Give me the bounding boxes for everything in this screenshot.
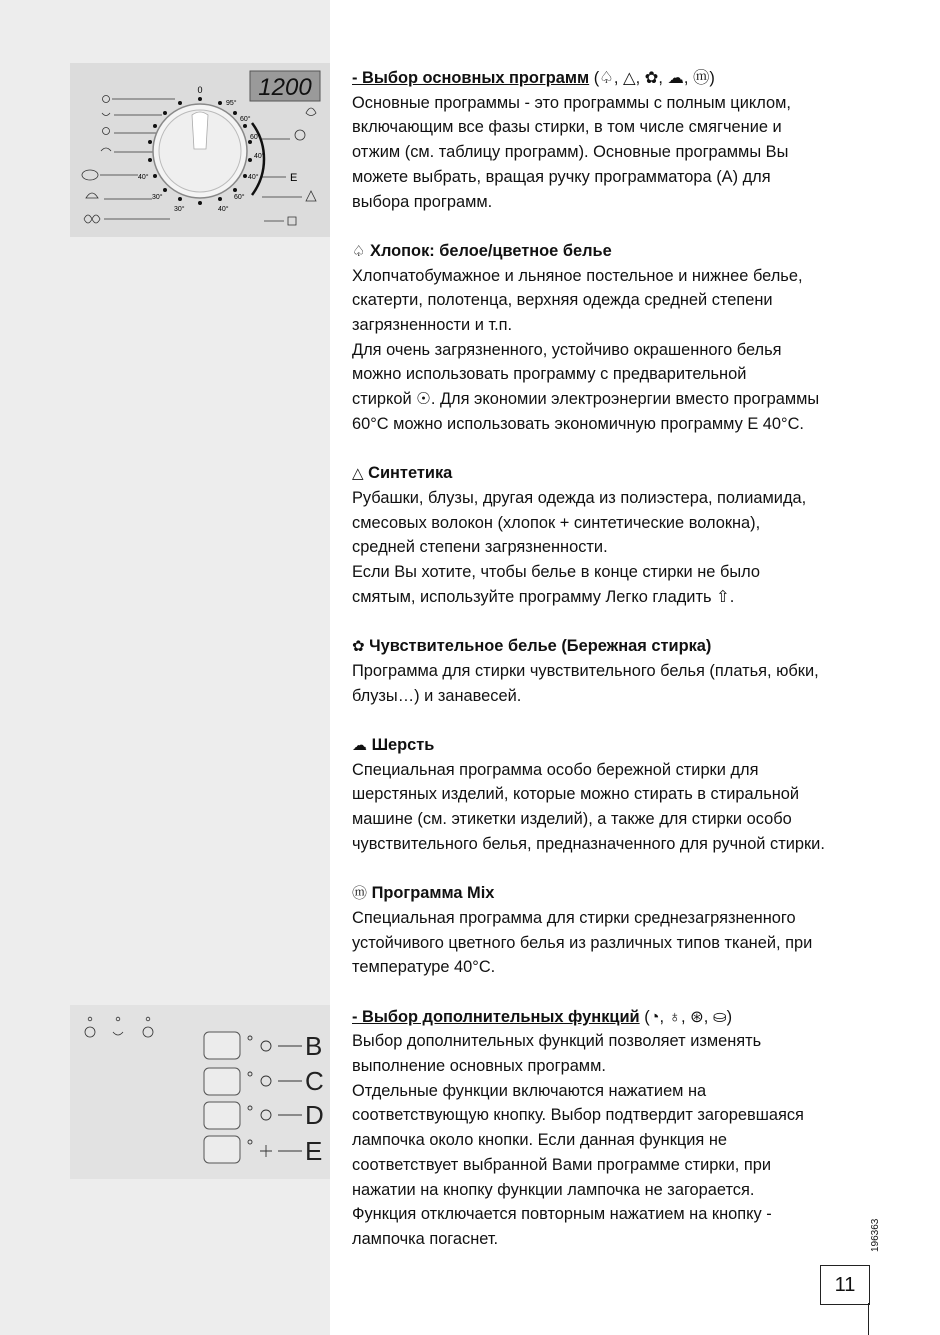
option-letter-b: B xyxy=(305,1031,323,1061)
temp-label: 40° xyxy=(254,153,265,160)
paragraph-line: можете выбрать, вращая ручку программатора (А) для xyxy=(352,167,771,186)
options-panel-illustration xyxy=(70,1005,330,1179)
paragraph-line: Хлопчатобумажное и льняное постельное и нижнее белье, xyxy=(352,266,803,285)
paragraph-line: лампочка около кнопки. Если данная функция не xyxy=(352,1131,728,1150)
section-main-programs xyxy=(352,66,877,214)
wool-icon: ☁ xyxy=(352,735,367,754)
option-letter-c: C xyxy=(305,1066,324,1096)
paragraph-line: 60°С можно использовать экономичную программу Е 40°С. xyxy=(352,414,804,433)
temp-label: 30° xyxy=(152,194,163,201)
display-readout: 1200 xyxy=(258,74,312,101)
option-buttons-drawing xyxy=(70,1005,330,1179)
temp-label: 40° xyxy=(138,174,149,181)
cotton-icon: ♤ xyxy=(352,241,366,260)
option-letter-d: D xyxy=(305,1100,324,1130)
paragraph-line: соответствующую кнопку. Выбор подтвердит загоревшаяся xyxy=(352,1106,804,1125)
paragraph-line: Основные программы - это программы с полным циклом, xyxy=(352,93,791,112)
document-number: 196363 xyxy=(870,1218,881,1252)
paragraph-line: Отдельные функции включаются нажатием на xyxy=(352,1081,707,1100)
paragraph-line: блузы…) и занавесей. xyxy=(352,686,522,705)
paragraph-line: смесовых волокон (хлопок + синтетические волокна), xyxy=(352,513,761,532)
section-synthetics xyxy=(352,461,877,609)
paragraph-line: Функция отключается повторным нажатием на кнопку - xyxy=(352,1205,772,1224)
dial-zero: 0 xyxy=(197,85,203,95)
programmer-panel-illustration xyxy=(70,63,330,237)
paragraph-line: чувствительного белья, предназначенного для ручной стирки. xyxy=(352,834,825,853)
temp-label: 60° xyxy=(240,116,251,123)
paragraph-line: Рубашки, блузы, другая одежда из полиэстера, полиамида, xyxy=(352,488,807,507)
page-number-rule xyxy=(868,1303,869,1335)
section-cotton xyxy=(352,239,877,437)
section-mix xyxy=(352,881,877,980)
page-number: 11 xyxy=(820,1265,870,1305)
temp-label: 30° xyxy=(174,206,185,213)
section-heading: Синтетика xyxy=(368,464,453,483)
paragraph-line: шерстяных изделий, которые можно стирать в стиральной xyxy=(352,785,800,804)
synthetics-icon: △ xyxy=(352,464,364,483)
mix-icon: ⓜ xyxy=(352,884,368,903)
temp-label: 60° xyxy=(234,194,245,201)
paragraph-line: Для очень загрязненного, устойчиво окрашенного белья xyxy=(352,340,782,359)
eco-label: E xyxy=(290,172,298,184)
paragraph-line: Программа для стирки чувствительного белья (платья, юбки, xyxy=(352,661,819,680)
paragraph-line: можно использовать программу с предварительной xyxy=(352,365,747,384)
temp-label: 95° xyxy=(226,100,237,107)
paragraph-line: устойчивого цветного белья из различных типов тканей, при xyxy=(352,933,813,952)
section-heading: Шерсть xyxy=(371,735,435,754)
section-delicates xyxy=(352,634,877,708)
temp-label: 40° xyxy=(248,174,259,181)
paragraph-line: Специальная программа особо бережной стирки для xyxy=(352,760,759,779)
section-extra-functions xyxy=(352,1005,877,1252)
option-letter-e: E xyxy=(305,1136,323,1166)
section-heading: Программа Mix xyxy=(371,884,495,903)
delicates-icon: ✿ xyxy=(352,637,365,656)
paragraph-line: средней степени загрязненности. xyxy=(352,538,608,557)
paragraph-line: соответствует выбранной Вами программе стирки, при xyxy=(352,1155,772,1174)
paragraph-line: загрязненности и т.п. xyxy=(352,316,513,335)
programmer-dial-drawing xyxy=(70,63,330,237)
section-heading: Чувствительное белье (Бережная стирка) xyxy=(369,637,712,656)
paragraph-line: нажатии на кнопку функции лампочка не загорается. xyxy=(352,1180,755,1199)
paragraph-line: отжим (см. таблицу программ). Основные программы Вы xyxy=(352,143,789,162)
section-wool xyxy=(352,733,877,857)
paragraph-line: скатерти, полотенца, верхняя одежда средней степени xyxy=(352,291,773,310)
paragraph-line: температуре 40°С. xyxy=(352,958,496,977)
function-icons: (◔, ♁, ⊛, ⛀) xyxy=(639,1007,733,1026)
temp-label: 60° xyxy=(250,134,261,141)
paragraph-line: Специальная программа для стирки среднезагрязненного xyxy=(352,908,796,927)
paragraph-line: включающим все фазы стирки, в том числе смягчение и xyxy=(352,118,782,137)
paragraph-line: выбора программ. xyxy=(352,192,493,211)
program-icons: (♤, △, ✿, ☁, ⓜ) xyxy=(589,69,715,87)
section-heading: - Выбор дополнительных функций xyxy=(352,1007,640,1026)
paragraph-line: выполнение основных программ. xyxy=(352,1057,606,1076)
paragraph-line: Выбор дополнительных функций позволяет изменять xyxy=(352,1032,762,1051)
paragraph-line: Если Вы хотите, чтобы белье в конце стирки не было xyxy=(352,563,760,582)
main-text xyxy=(352,66,877,1252)
paragraph-line: лампочка погаснет. xyxy=(352,1229,499,1248)
paragraph-line: машине (см. этикетки изделий), а также для стирки особо xyxy=(352,810,792,829)
section-heading: - Выбор основных программ xyxy=(352,69,590,87)
temp-label: 40° xyxy=(218,206,229,213)
section-heading: Хлопок: белое/цветное белье xyxy=(370,241,612,260)
paragraph-line: стиркой ☉. Для экономии электроэнергии вместо программы xyxy=(352,390,820,409)
paragraph-line: смятым, используйте программу Легко гладить ⇧. xyxy=(352,587,735,606)
